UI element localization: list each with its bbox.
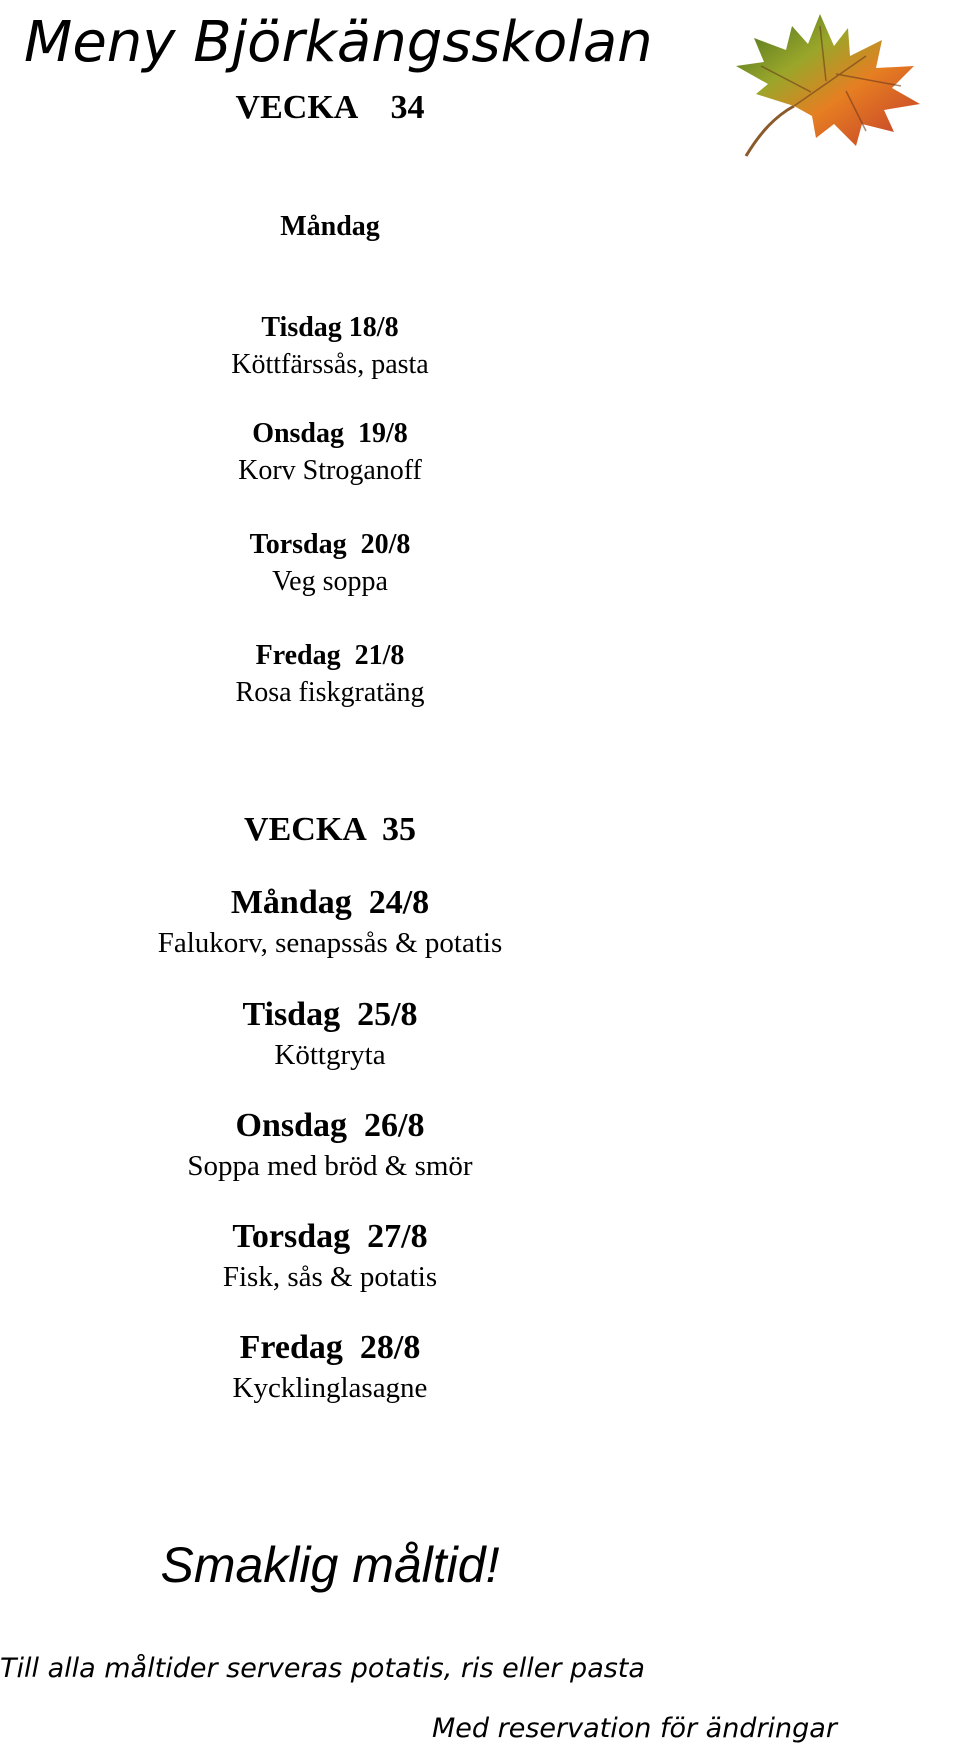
week-34-heading: VECKA 34 bbox=[235, 89, 425, 126]
week35-meal-wednesday: Soppa med bröd & smör bbox=[187, 1150, 473, 1182]
week35-day-tuesday: Tisdag 25/8 bbox=[242, 996, 418, 1033]
week35-meal-monday: Falukorv, senapssås & potatis bbox=[157, 927, 503, 959]
week34-meal-tuesday: Köttfärssås, pasta bbox=[231, 349, 429, 380]
note-sides: Till alla måltider serveras potatis, ris eller pasta bbox=[0, 1653, 645, 1684]
note-reservation: Med reservation för ändringar bbox=[432, 1713, 837, 1744]
week34-meal-friday: Rosa fiskgratäng bbox=[235, 677, 425, 708]
week34-meal-thursday: Veg soppa bbox=[272, 566, 388, 597]
week-35-heading: VECKA 35 bbox=[244, 811, 416, 848]
week34-day-wednesday: Onsdag 19/8 bbox=[252, 418, 408, 449]
week35-meal-friday: Kycklinglasagne bbox=[232, 1372, 428, 1404]
week35-day-friday: Fredag 28/8 bbox=[239, 1329, 421, 1366]
closing-greeting: Smaklig måltid! bbox=[160, 1537, 500, 1593]
page-title: Meny Björkängsskolan bbox=[24, 10, 653, 75]
week34-meal-wednesday: Korv Stroganoff bbox=[238, 455, 422, 486]
week35-day-thursday: Torsdag 27/8 bbox=[232, 1218, 428, 1255]
maple-leaf-icon bbox=[716, 6, 930, 176]
week34-day-thursday: Torsdag 20/8 bbox=[249, 529, 411, 560]
week35-day-monday: Måndag 24/8 bbox=[230, 884, 430, 921]
week34-day-tuesday: Tisdag 18/8 bbox=[261, 312, 399, 343]
week34-day-monday: Måndag bbox=[280, 211, 380, 242]
week35-day-wednesday: Onsdag 26/8 bbox=[235, 1107, 425, 1144]
week34-day-friday: Fredag 21/8 bbox=[255, 640, 405, 671]
week35-meal-tuesday: Köttgryta bbox=[274, 1039, 386, 1071]
week35-meal-thursday: Fisk, sås & potatis bbox=[222, 1261, 438, 1293]
